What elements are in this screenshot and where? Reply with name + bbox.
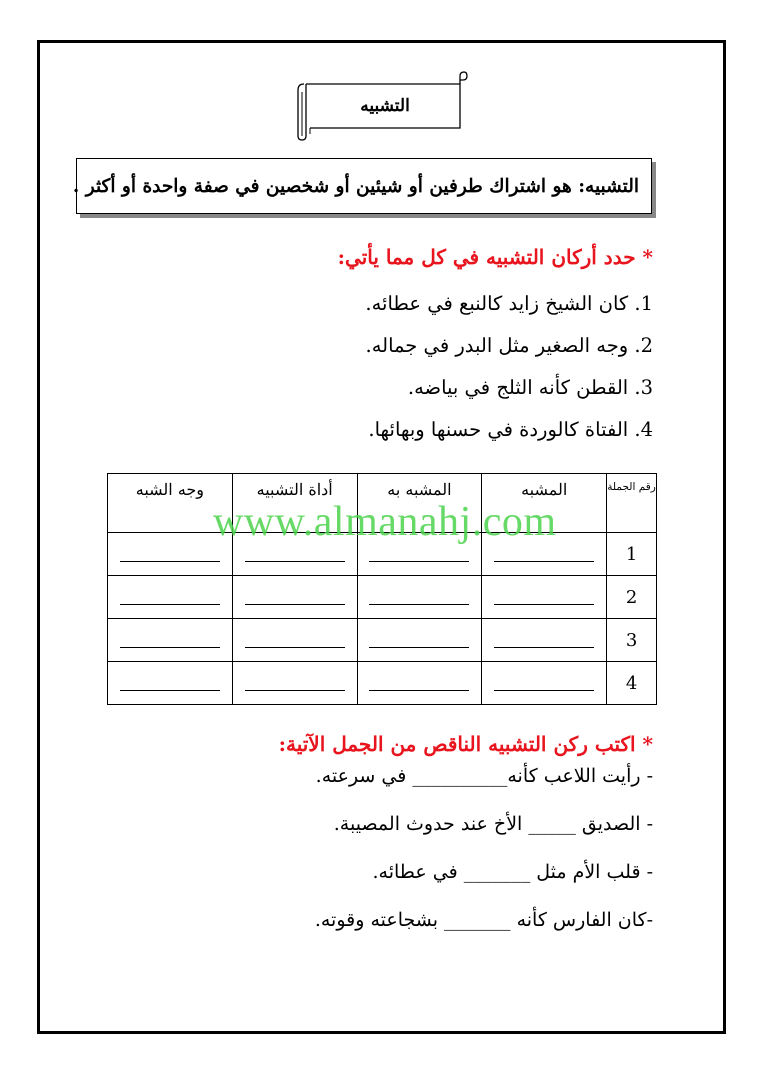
col-header-mushabbah: المشبه bbox=[482, 474, 607, 533]
list-item: 2. وجه الصغير مثل البدر في جماله. bbox=[365, 334, 653, 357]
answer-blank[interactable] bbox=[245, 676, 345, 691]
page-title: التشبيه bbox=[360, 96, 410, 116]
list-item: - رأيت اللاعب كأنه__________ في سرعته. bbox=[315, 765, 653, 787]
answer-blank[interactable] bbox=[120, 547, 220, 562]
answer-blank[interactable] bbox=[245, 590, 345, 605]
list-item: 4. الفتاة كالوردة في حسنها وبهائها. bbox=[368, 418, 653, 441]
list-item: - قلب الأم مثل _______ في عطائه. bbox=[372, 861, 653, 883]
answer-blank[interactable] bbox=[494, 676, 594, 691]
row-number: 3 bbox=[607, 619, 657, 662]
col-header-wajh: وجه الشبه bbox=[108, 474, 233, 533]
answer-blank[interactable] bbox=[245, 547, 345, 562]
list-item: - الصديق _____ الأخ عند حدوث المصيبة. bbox=[333, 813, 653, 835]
answer-blank[interactable] bbox=[369, 633, 469, 648]
title-scroll bbox=[296, 70, 468, 142]
col-header-tool: أداة التشبيه bbox=[232, 474, 357, 533]
answer-blank[interactable] bbox=[245, 633, 345, 648]
row-number: 1 bbox=[607, 533, 657, 576]
answer-blank[interactable] bbox=[120, 676, 220, 691]
answer-blank[interactable] bbox=[494, 547, 594, 562]
answer-blank[interactable] bbox=[120, 633, 220, 648]
answer-blank[interactable] bbox=[494, 590, 594, 605]
table-row bbox=[108, 576, 657, 619]
col-header-mushabbah-bih: المشبه به bbox=[357, 474, 482, 533]
section1-heading: * حدد أركان التشبيه في كل مما يأتي: bbox=[337, 245, 653, 269]
table-row bbox=[108, 619, 657, 662]
answer-blank[interactable] bbox=[369, 676, 469, 691]
col-header-number: رقم الجملة bbox=[607, 474, 657, 533]
list-item: 1. كان الشيخ زايد كالنبع في عطائه. bbox=[365, 292, 653, 315]
answer-blank[interactable] bbox=[369, 547, 469, 562]
sentence-list bbox=[365, 288, 653, 456]
list-item: 3. القطن كأنه الثلج في بياضه. bbox=[407, 376, 653, 399]
definition-box: التشبيه: هو اشتراك طرفين أو شيئين أو شخصين في صفة واحدة أو أكثر . bbox=[76, 158, 652, 214]
answer-blank[interactable] bbox=[494, 633, 594, 648]
row-number: 4 bbox=[607, 662, 657, 705]
section2-heading: * اكتب ركن التشبيه الناقص من الجمل الآتية: bbox=[278, 732, 653, 756]
answer-blank[interactable] bbox=[369, 590, 469, 605]
watermark: www.almanahj.com bbox=[213, 499, 557, 545]
fill-in-list bbox=[315, 760, 653, 952]
list-item: -كان الفارس كأنه _______ بشجاعته وقوته. bbox=[314, 909, 653, 931]
row-number: 2 bbox=[607, 576, 657, 619]
answer-blank[interactable] bbox=[120, 590, 220, 605]
table-row bbox=[108, 662, 657, 705]
